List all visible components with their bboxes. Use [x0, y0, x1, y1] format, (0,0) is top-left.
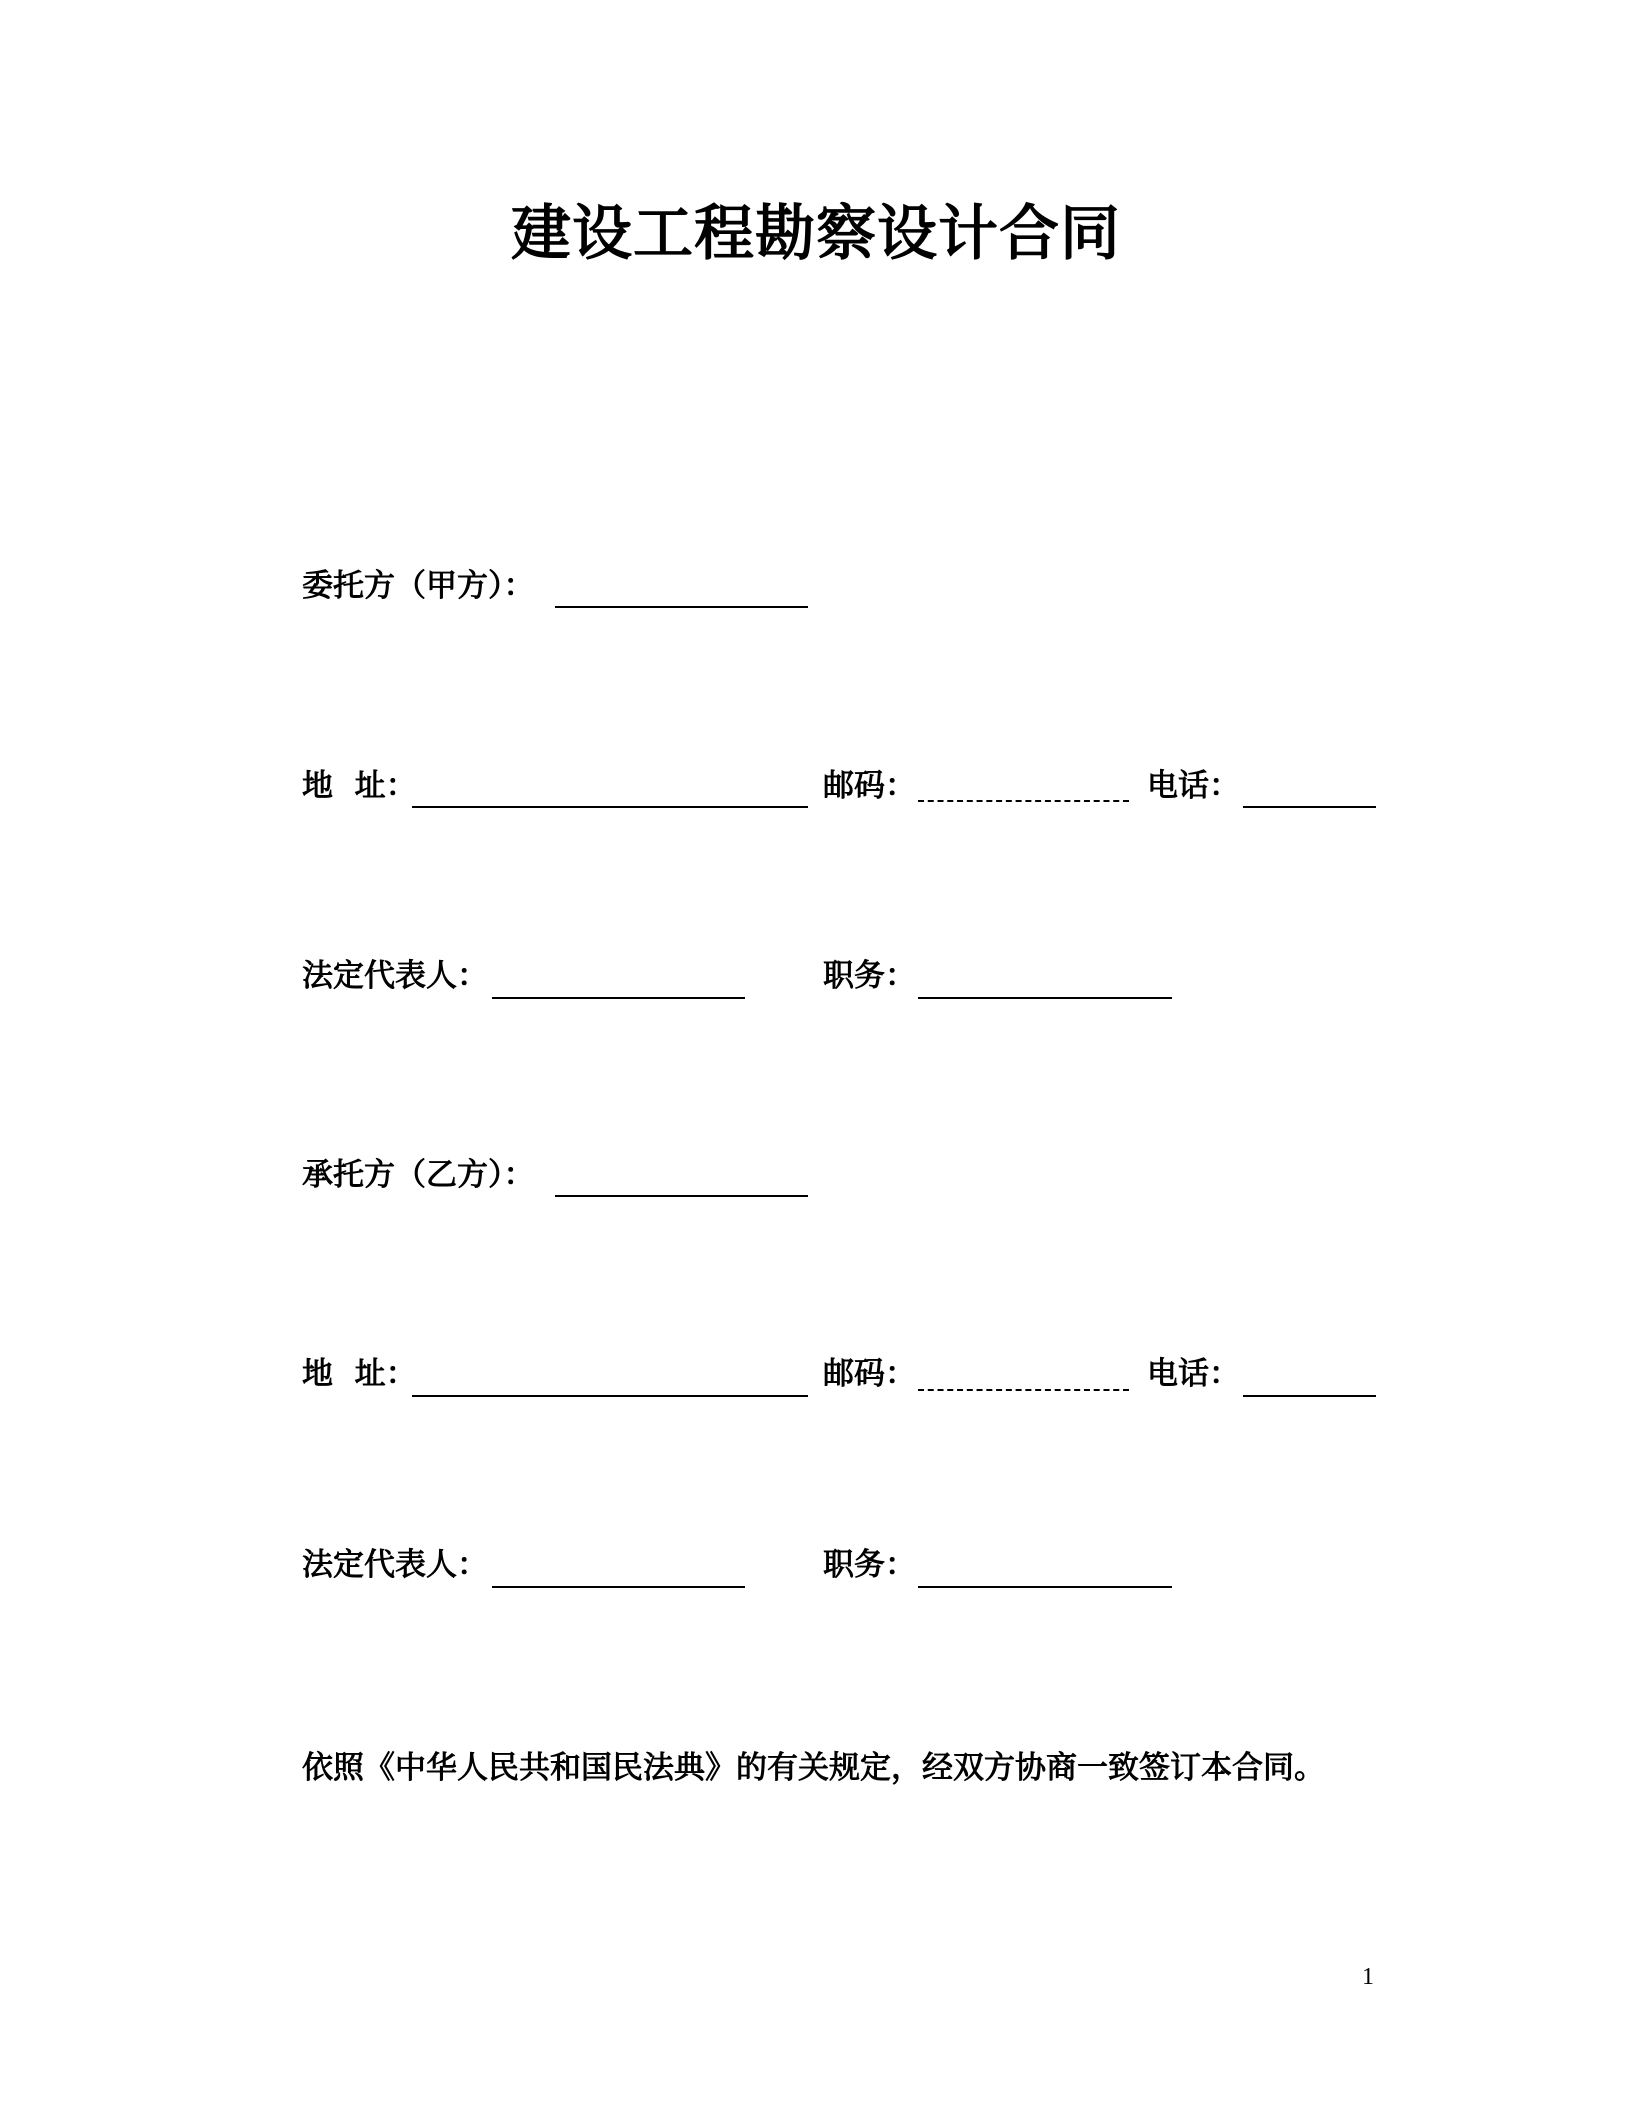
- contract-preamble: 依照《中华人民共和国民法典》的有关规定，经双方协商一致签订本合同。: [302, 1750, 1325, 1786]
- party-b-address-blank[interactable]: [412, 1395, 808, 1397]
- party-b-representative-label: 法定代表人：: [302, 1547, 488, 1583]
- party-b-name-blank[interactable]: [555, 1195, 808, 1197]
- party-a-postcode-label: 邮码：: [823, 768, 916, 804]
- party-a-representative-label: 法定代表人：: [302, 958, 488, 994]
- party-a-heading: 委托方（甲方）：: [302, 568, 535, 604]
- document-title: 建设工程勘察设计合同: [511, 199, 1121, 269]
- party-b-postcode-blank[interactable]: [918, 1389, 1129, 1391]
- party-b-position-blank[interactable]: [918, 1586, 1172, 1588]
- party-b-representative-blank[interactable]: [492, 1586, 745, 1588]
- party-b-heading: 承托方（乙方）：: [302, 1157, 535, 1193]
- party-a-address-blank[interactable]: [412, 806, 808, 808]
- party-a-phone-label: 电话：: [1147, 768, 1240, 804]
- party-a-address-label: 地 址：: [302, 768, 417, 804]
- party-a-representative-blank[interactable]: [492, 997, 745, 999]
- party-a-postcode-blank[interactable]: [918, 800, 1129, 802]
- party-b-postcode-label: 邮码：: [823, 1356, 916, 1392]
- party-b-position-label: 职务：: [823, 1547, 916, 1583]
- page-number: 1: [1362, 1964, 1374, 1990]
- party-a-phone-blank[interactable]: [1243, 806, 1376, 808]
- party-b-address-label: 地 址：: [302, 1356, 417, 1392]
- party-a-position-label: 职务：: [823, 958, 916, 994]
- party-a-position-blank[interactable]: [918, 997, 1172, 999]
- party-a-name-blank[interactable]: [555, 606, 808, 608]
- party-b-phone-blank[interactable]: [1243, 1395, 1376, 1397]
- party-b-phone-label: 电话：: [1147, 1356, 1240, 1392]
